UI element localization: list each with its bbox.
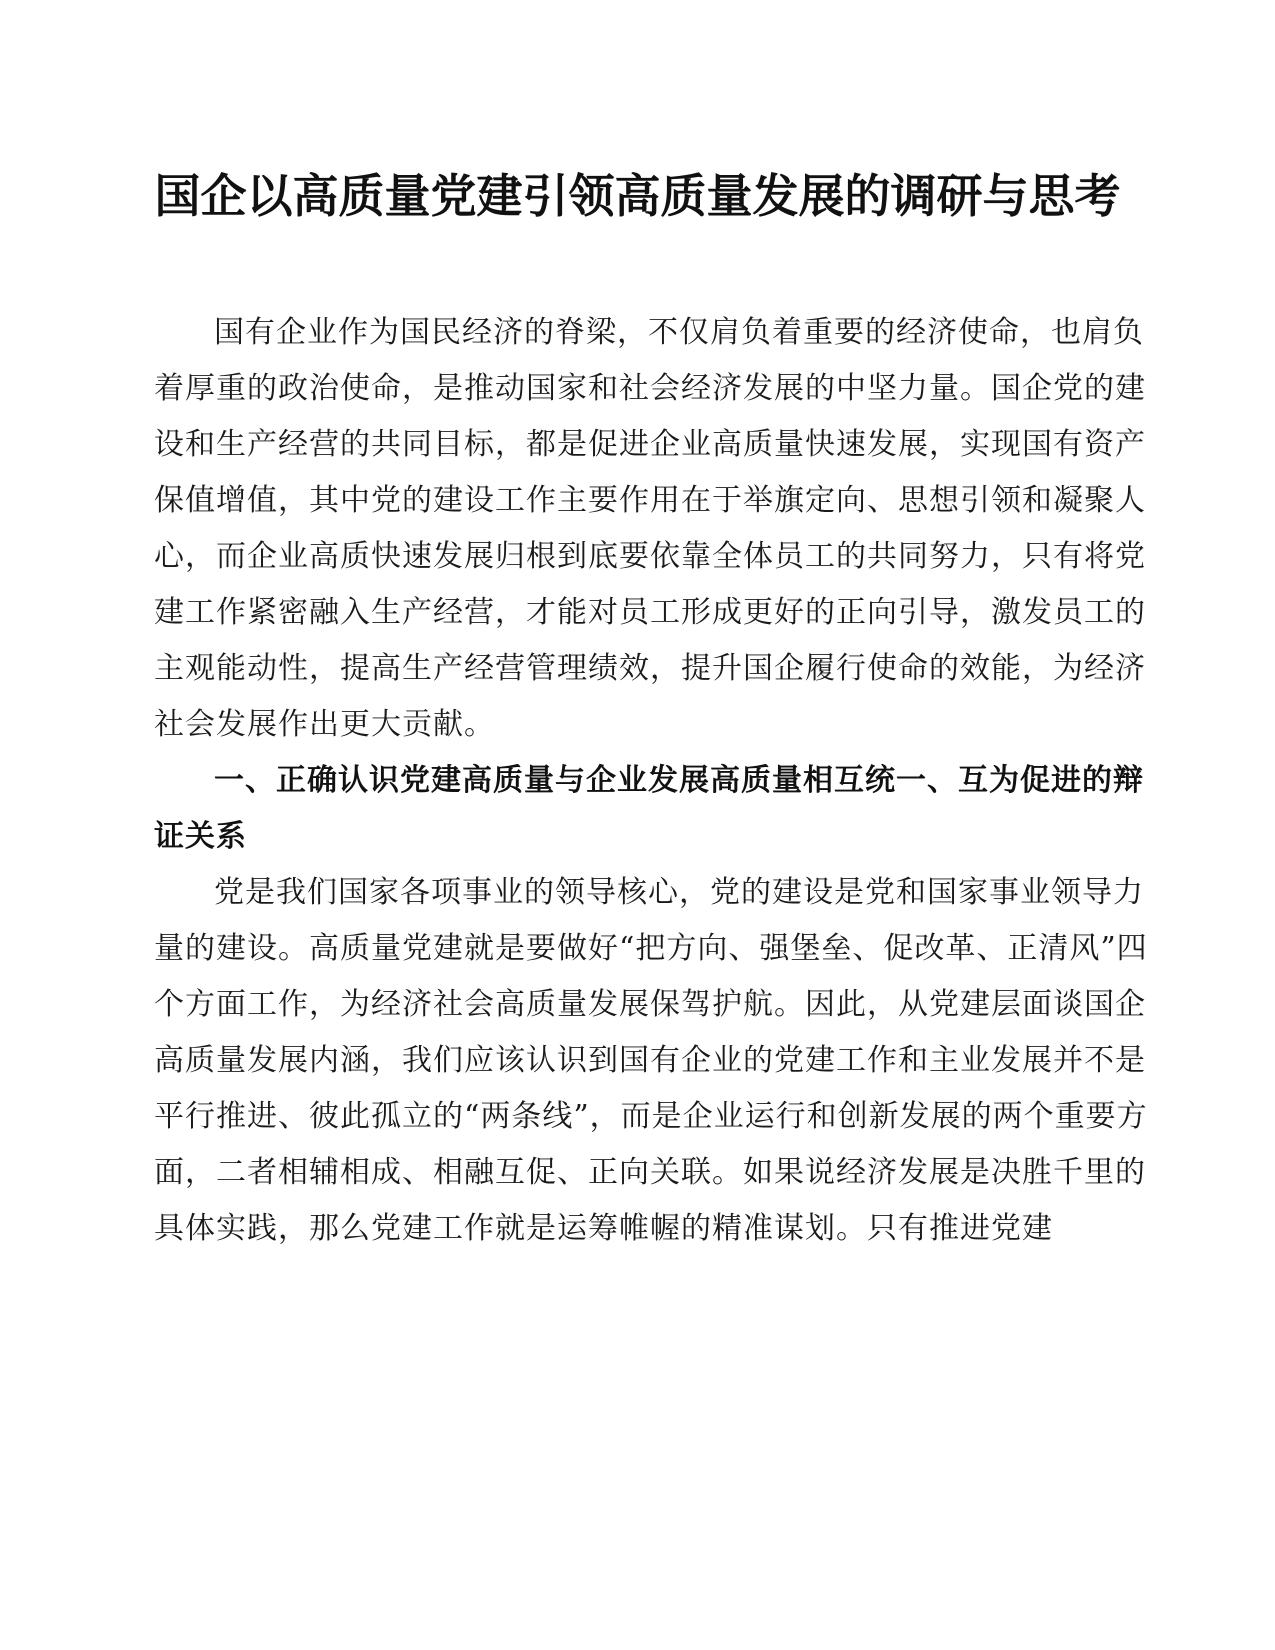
- section-heading-1: 一、正确认识党建高质量与企业发展高质量相互统一、互为促进的辩证关系: [154, 763, 1144, 854]
- paragraph-section-1: 党是我们国家各项事业的领导核心，党的建设是党和国家事业领导力量的建设。高质量党建就是要做好“把方向、强堡垒、促改革、正清风”四个方面工作，为经济社会高质量发展保驾护航。因此，从党建层面谈国企高质量发展内涵，我们应该认识到国有企业的党建工作和主业发展并不是平行推进、彼此孤立的“两条线”，而是企业运行和创新发展的两个重要方面，二者相辅相成、相融互促、正向关联。如果说经济发展是决胜千里的具体实践，那么党建工作就是运筹帷幄的精准谋划。只有推进党建: [154, 875, 1148, 1246]
- paragraph-intro: 国有企业作为国民经济的脊梁，不仅肩负着重要的经济使命，也肩负着厚重的政治使命，是推动国家和社会经济发展的中坚力量。国企党的建设和生产经营的共同目标，都是促进企业高质量快速发展，实现国有资产保值增值，其中党的建设工作主要作用在于举旗定向、思想引领和凝聚人心，而企业高质快速发展归根到底要依靠全体员工的共同努力，只有将党建工作紧密融入生产经营，才能对员工形成更好的正向引导，激发员工的主观能动性，提高生产经营管理绩效，提升国企履行使命的效能，为经济社会发展作出更大贡献。: [154, 315, 1146, 742]
- document-title: 国企以高质量党建引领高质量发展的调研与思考: [154, 169, 1121, 223]
- document-body: [154, 305, 1154, 1257]
